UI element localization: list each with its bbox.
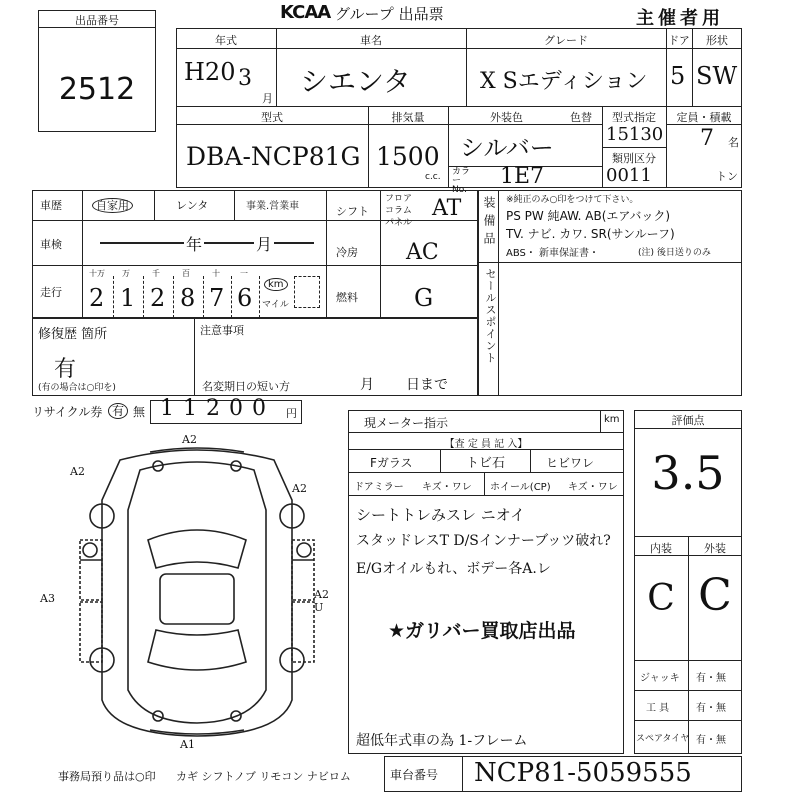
- mileage-label: 走行: [40, 286, 62, 299]
- spare-tire-label: スペアタイヤ: [636, 734, 690, 744]
- shift-panel: パネル: [385, 218, 413, 228]
- mirror-right: [297, 543, 311, 557]
- logo: KCAA: [280, 2, 331, 23]
- recycle-label: リサイクル券: [32, 405, 103, 419]
- wheel-label: ホイール(CP): [490, 482, 551, 493]
- tools-value: 有・無: [696, 703, 726, 714]
- name-label: 車名: [360, 34, 382, 47]
- notes-label: 注意事項: [200, 324, 244, 337]
- shift-label: シフト: [336, 205, 369, 218]
- equipment-line3-note: (注) 後日送りのみ: [638, 248, 711, 258]
- inspection-label: 車検: [40, 238, 62, 251]
- mirror-left: [83, 543, 97, 557]
- equipment-note: ※純正のみ○印をつけて下さい。: [506, 195, 639, 205]
- model-label: 型式: [261, 111, 283, 124]
- mile-label: マイル: [262, 300, 289, 310]
- jack-label: ジャッキ: [640, 673, 680, 684]
- mileage-digit-2: 1: [120, 284, 136, 312]
- recycle-unit: 円: [286, 407, 297, 420]
- damage-mark-2: A2: [70, 465, 85, 478]
- mileage-unit-10: 十: [212, 269, 220, 278]
- equipment-line3: ABS・ 新車保証書・: [506, 248, 600, 259]
- load-unit: トン: [716, 170, 738, 183]
- mileage-digit-6: 6: [237, 284, 253, 312]
- mileage-unit-1: 一: [240, 269, 248, 278]
- meter-label: 現メーター指示: [364, 416, 449, 430]
- office-note: 事務局預り品は○印: [58, 770, 156, 783]
- spare-tire-value: 有・無: [696, 735, 726, 746]
- month-unit: 月: [262, 92, 273, 105]
- capacity-unit: 名: [728, 136, 739, 149]
- history-business: 事業.営業車: [246, 201, 300, 212]
- interior-label: 内装: [650, 542, 672, 555]
- history-rental: レンタ: [176, 199, 209, 212]
- month-value: 3: [238, 66, 252, 91]
- interior-value: C: [647, 578, 675, 619]
- equipment-line1: PS PW 純AW. AB(エアバック): [506, 209, 671, 223]
- lot-box: [38, 10, 156, 132]
- grade-label: グレード: [544, 34, 588, 47]
- mileage-digit-1: 2: [89, 284, 105, 312]
- repair-note: (有の場合は○印を): [38, 383, 116, 393]
- mileage-unit-100: 百: [182, 269, 190, 278]
- score-value: 3.5: [651, 446, 725, 500]
- chassis-label: 車台番号: [390, 768, 439, 782]
- car-roof: [160, 574, 234, 624]
- color-no-value: 1E7: [500, 164, 545, 189]
- year-label: 年式: [215, 34, 237, 47]
- crack-label: ヒビワレ: [546, 456, 595, 470]
- score-label: 評価点: [671, 414, 705, 427]
- inspection-month-unit: 月: [254, 232, 274, 255]
- capacity-label: 定員・積載: [676, 111, 732, 124]
- exterior-label: 外装: [704, 542, 726, 555]
- form-title: グループ 出品票: [335, 5, 444, 23]
- mileage-unit-10k: 万: [122, 269, 130, 278]
- fuel-label: 燃料: [336, 291, 358, 304]
- damage-mark-3: A2: [292, 482, 307, 495]
- f-glass-label: Fガラス: [370, 456, 413, 470]
- door-mirror-label: ドアミラー: [354, 482, 404, 493]
- year-value: H20: [184, 58, 236, 86]
- right-door-rear: [292, 602, 314, 662]
- comment-2: スタッドレスT D/Sインナーブッツ破れ?: [356, 533, 611, 549]
- chip-label: トビ石: [466, 456, 506, 471]
- repair-label: 修復歴 箇所: [38, 327, 108, 342]
- wheel-damage: キズ・ワレ: [568, 482, 618, 493]
- office-items: カギ シフトノブ リモコン ナビロム: [176, 770, 351, 783]
- bottom-comment: 超低年式車の為 1-フレーム: [356, 733, 528, 749]
- exterior-value: C: [698, 570, 732, 621]
- damage-mark-5: A2 U: [314, 588, 329, 614]
- left-door-rear: [80, 602, 102, 662]
- lot-label: 出品番号: [75, 14, 119, 27]
- shift-value: AT: [432, 196, 462, 221]
- door-mirror-damage: キズ・ワレ: [422, 482, 472, 493]
- shift-floor: フロア: [385, 194, 413, 204]
- doors-value: 5: [670, 62, 686, 90]
- name-change-month: 月: [360, 377, 374, 393]
- meter-unit: km: [604, 414, 620, 425]
- lot-number: 2512: [58, 72, 136, 107]
- ac-label: 冷房: [336, 246, 358, 259]
- inspection-year-unit: 年: [184, 232, 204, 255]
- comment-1: シートトレみスレ ニオイ: [356, 506, 526, 524]
- car-rear-window: [148, 630, 246, 670]
- displacement-unit: c.c.: [425, 172, 441, 182]
- fuel-value: G: [414, 284, 434, 312]
- color-no-label: カラー No.: [452, 167, 471, 195]
- gulliver-stamp: ★ガリバー買取店出品: [388, 620, 576, 642]
- displacement-value: 1500: [376, 142, 440, 171]
- mileage-unit-1k: 千: [152, 269, 160, 278]
- ac-value: AC: [406, 240, 439, 265]
- sales-point-label: セールスポイント: [484, 268, 497, 364]
- repaint-label: 色替: [570, 111, 592, 124]
- body-label: 形状: [706, 34, 728, 47]
- inspector-title: 【査 定 員 記 入】: [444, 439, 528, 450]
- exterior-color-label: 外装色: [490, 111, 523, 124]
- exterior-color-value: シルバー: [460, 134, 554, 162]
- equipment-line2: TV. ナビ. カワ. SR(サンルーフ): [506, 227, 675, 241]
- displacement-label: 排気量: [391, 111, 425, 124]
- jack-value: 有・無: [696, 673, 726, 684]
- recycle-amount: 11200: [160, 396, 275, 421]
- mileage-digit-5: 7: [209, 284, 225, 312]
- mileage-checkbox: [294, 276, 320, 308]
- model-value: DBA-NCP81G: [186, 142, 361, 171]
- repair-value: 有: [54, 357, 77, 382]
- class-value: 0011: [606, 165, 652, 186]
- damage-mark-6: A1: [180, 738, 195, 751]
- grade-value: X Sエディション: [480, 69, 648, 94]
- capacity-value: 7: [700, 126, 714, 151]
- type-spec-label: 型式指定: [612, 111, 656, 124]
- name-change-day: 日まで: [406, 377, 448, 393]
- mileage-digit-4: 8: [180, 284, 196, 312]
- history-private: 自家用: [92, 197, 133, 213]
- class-label: 類別区分: [612, 152, 656, 165]
- mileage-unit-100k: 十万: [89, 269, 105, 278]
- recycle-no: 無: [133, 405, 146, 419]
- damage-mark-4: A3: [40, 592, 55, 605]
- tools-label: 工 具: [646, 703, 670, 714]
- body-value: SW: [696, 62, 738, 90]
- car-inner-body: [128, 462, 266, 723]
- car-name: シエンタ: [300, 65, 411, 98]
- history-label: 車歴: [40, 199, 62, 212]
- chassis-number: NCP81-5059555: [474, 758, 692, 788]
- doors-label: ドア: [668, 34, 690, 47]
- comment-3: E/Gオイルもれ、ボデー各A.レ: [356, 561, 551, 577]
- name-change-label: 名変期日の短い方: [202, 380, 290, 393]
- mileage-digit-3: 2: [150, 284, 166, 312]
- km-label: km: [264, 279, 288, 290]
- equipment-label: 装備品: [482, 196, 496, 250]
- damage-mark-1: A2: [182, 433, 197, 446]
- type-spec-value: 15130: [606, 124, 664, 145]
- car-windshield: [148, 530, 246, 568]
- organizer-label: 主催者用: [636, 8, 724, 29]
- shift-column: コラム: [385, 206, 412, 216]
- recycle-yes: 有: [108, 402, 128, 419]
